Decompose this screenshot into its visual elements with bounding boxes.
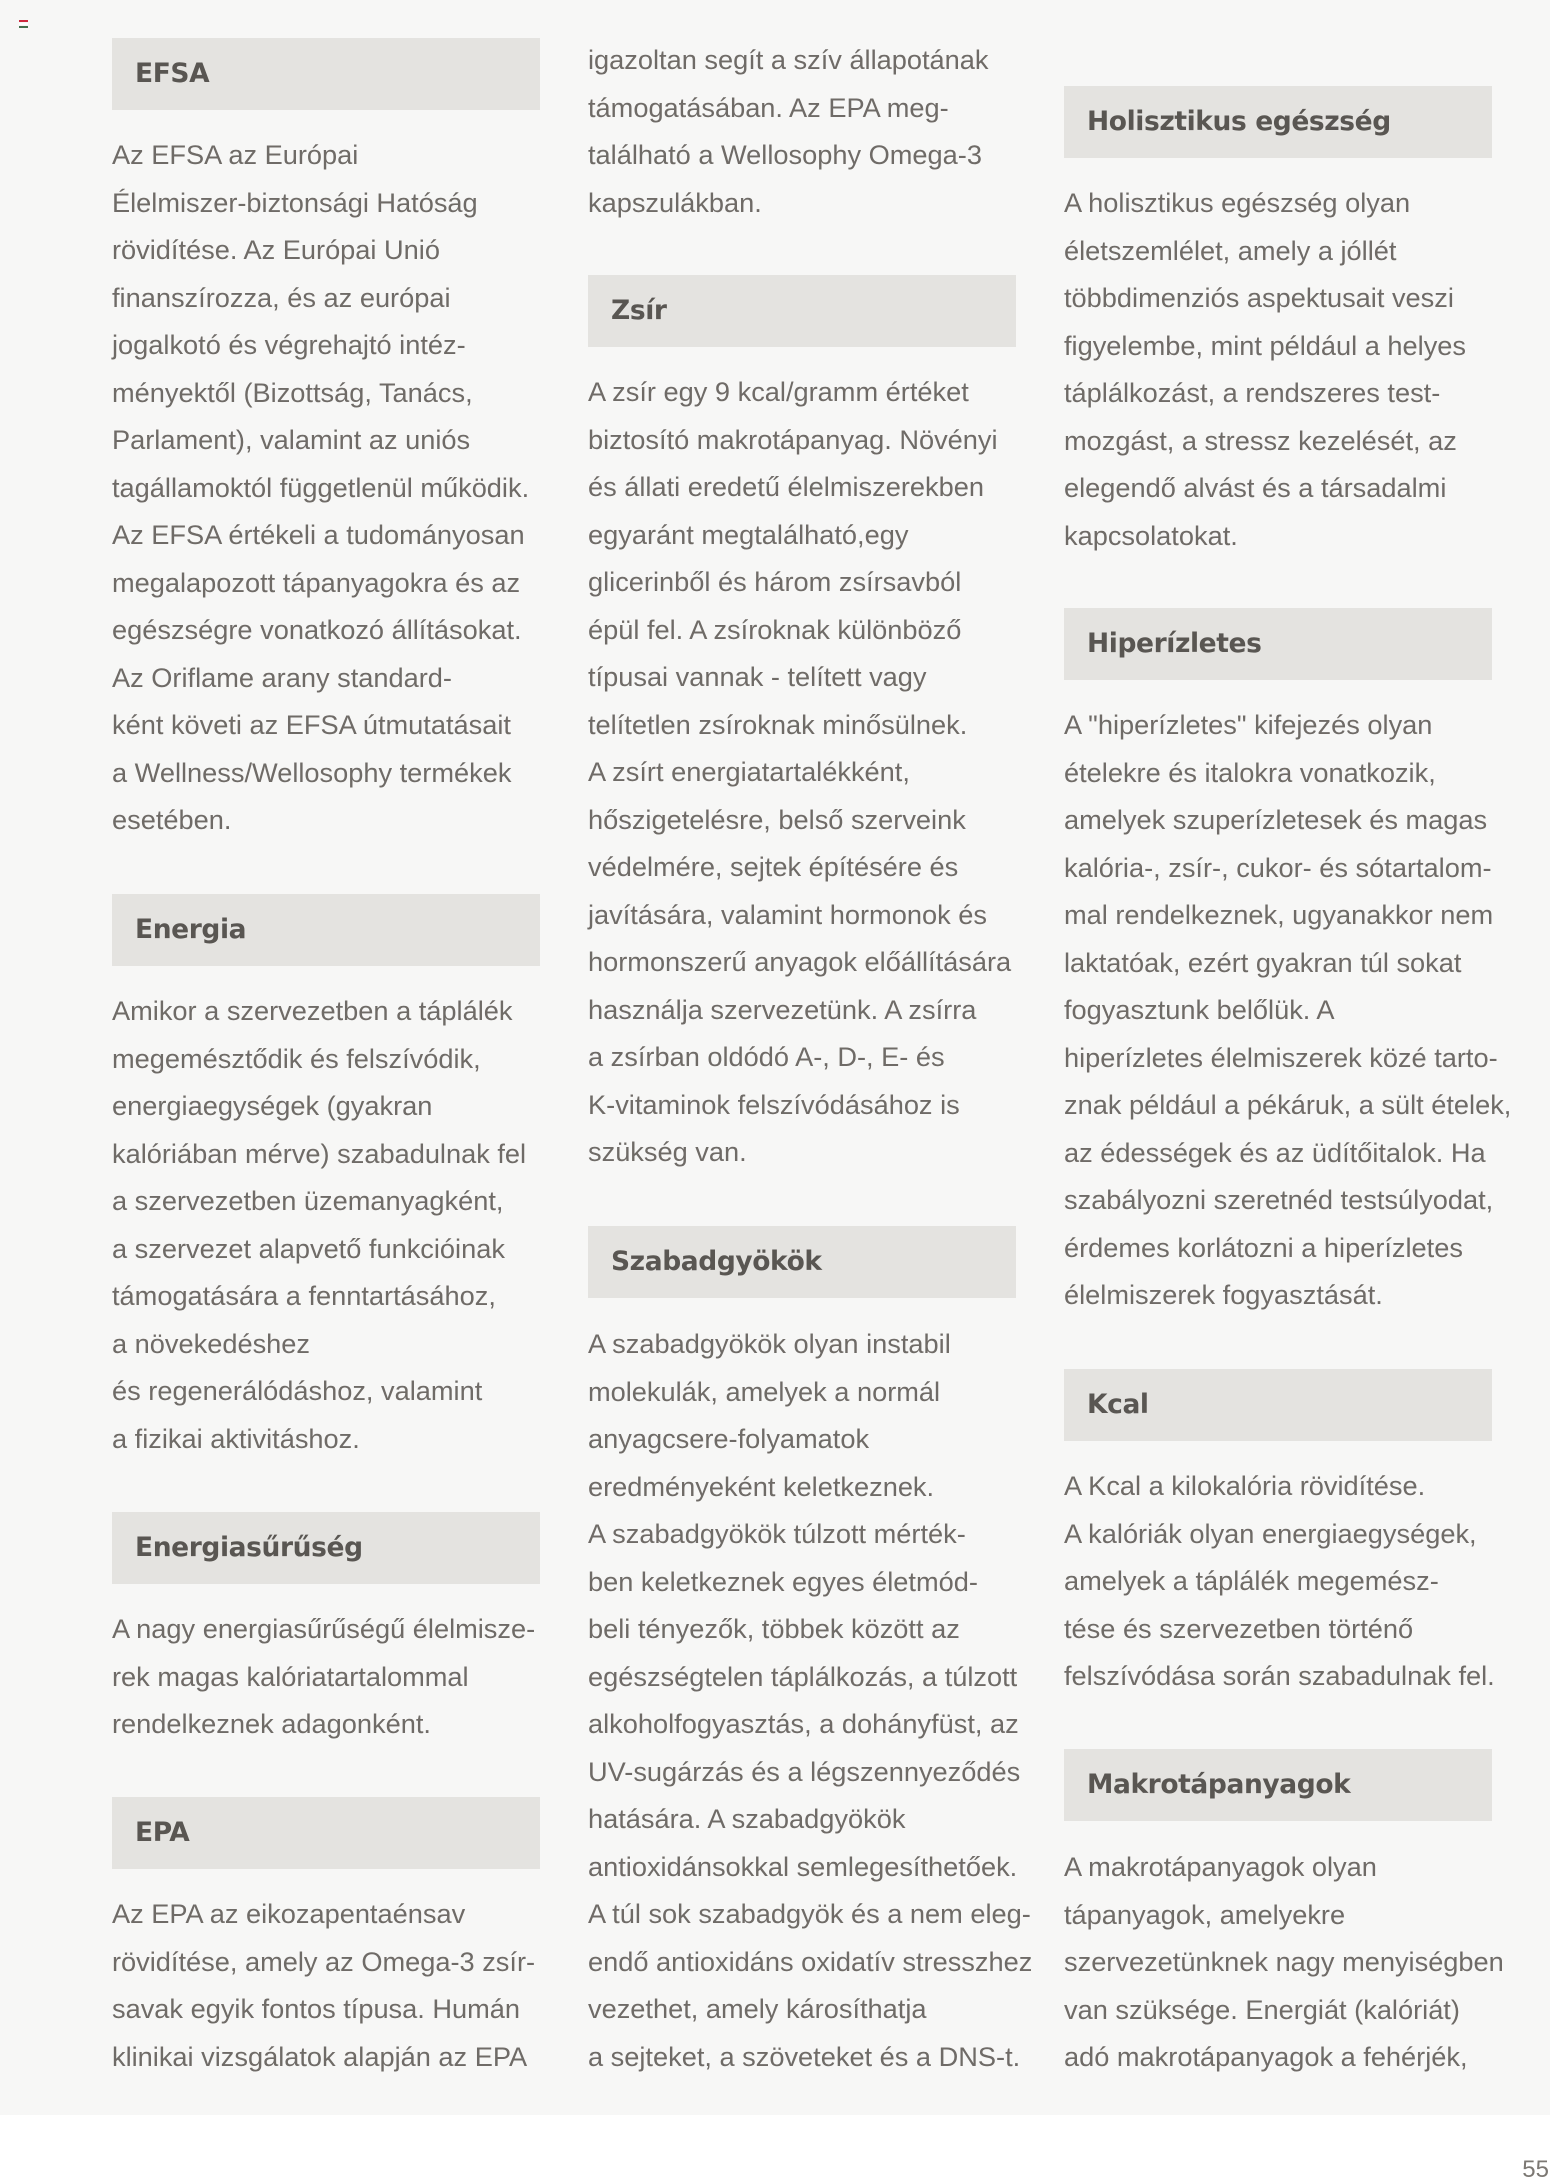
definition-line: típusai vannak - telített vagy — [588, 661, 927, 692]
definition-line: A kalóriák olyan energiaegységek, — [1064, 1517, 1477, 1549]
definition-line: finanszírozza, és az európai — [112, 281, 451, 313]
definition-line: molekulák, amelyek a normál — [588, 1375, 941, 1407]
term-definition-hiperizletes — [1064, 701, 1514, 1319]
term-heading-makrotapanyagok: Makrotápanyagok — [1064, 1749, 1492, 1821]
definition-line: javítására, valamint hormonok és — [588, 898, 987, 930]
definition-line: található a Wellosophy Omega-3 — [588, 139, 982, 170]
definition-line: A túl sok szabadgyök és a nem eleg- — [588, 1898, 1031, 1929]
definition-line: Parlament), valamint az uniós — [112, 424, 471, 455]
definition-line: van szüksége. Energiát (kalóriát) — [1064, 1993, 1460, 2025]
definition-line: rövidítése. Az Európai Unió — [112, 234, 440, 265]
definition-line: glicerinből és három zsírsavból — [588, 566, 962, 597]
definition-line: érdemes korlátozni a hiperízletes — [1064, 1231, 1463, 1263]
definition-line: amelyek a táplálék megemész- — [1064, 1565, 1439, 1596]
definition-line: A zsírt energiatartalékként, — [588, 756, 910, 787]
definition-line: életszemlélet, amely a jóllét — [1064, 234, 1397, 266]
definition-line: eredményeként keletkeznek. — [588, 1470, 935, 1502]
term-heading-energia: Energia — [112, 894, 540, 966]
page-number: 55 — [1522, 2156, 1549, 2183]
definition-line: a növekedéshez — [112, 1327, 311, 1359]
definition-line: alkoholfogyasztás, a dohányfüst, az — [588, 1708, 1019, 1739]
definition-line: Az Oriflame arany standard- — [112, 661, 452, 693]
hungarian-flag-icon — [19, 20, 28, 27]
definition-line: egyaránt megtalálható,egy — [588, 518, 909, 550]
definition-line: az édességek és az üdítőitalok. Ha — [1064, 1136, 1486, 1168]
definition-line: ételekre és italokra vonatkozik, — [1064, 756, 1436, 788]
definition-line: anyagcsere-folyamatok — [588, 1423, 870, 1454]
definition-line: telítetlen zsíroknak minősülnek. — [588, 708, 968, 740]
definition-line: védelmére, sejtek építésére és — [588, 851, 959, 882]
definition-line: megalapozott tápanyagokra és az — [112, 566, 521, 598]
definition-line: épül fel. A zsíroknak különböző — [588, 613, 962, 645]
definition-line: savak egyik fontos típusa. Humán — [112, 1993, 521, 2024]
term-heading-efsa: EFSA — [112, 38, 540, 110]
definition-line: ként követi az EFSA útmutatásait — [112, 709, 511, 740]
definition-line: támogatásában. Az EPA meg- — [588, 91, 949, 123]
definition-line: többdimenziós aspektusait veszi — [1064, 282, 1454, 313]
definition-line: Élelmiszer-biztonsági Hatóság — [112, 186, 478, 218]
term-definition-szabadgyokok — [588, 1320, 1038, 2080]
definition-line: amelyek szuperízletesek és magas — [1064, 804, 1488, 835]
definition-line: a szervezet alapvető funkcióinak — [112, 1232, 505, 1264]
term-heading-kcal: Kcal — [1064, 1369, 1492, 1441]
definition-line: Amikor a szervezetben a táplálék — [112, 995, 513, 1026]
definition-line: rek magas kalóriatartalommal — [112, 1660, 469, 1692]
definition-line: mal rendelkeznek, ugyanakkor nem — [1064, 899, 1494, 930]
definition-line: znak például a pékáruk, a sült ételek, — [1064, 1089, 1512, 1120]
definition-line: mozgást, a stressz kezelését, az — [1064, 424, 1457, 456]
definition-line: hatására. A szabadgyökök — [588, 1803, 906, 1834]
definition-line: kalóriában mérve) szabadulnak fel — [112, 1137, 527, 1169]
definition-line: egészségtelen táplálkozás, a túlzott — [588, 1660, 1018, 1692]
term-definition-epa-continued — [588, 36, 1038, 226]
definition-line: igazoltan segít a szív állapotának — [588, 44, 989, 75]
definition-line: rövidítése, amely az Omega-3 zsír- — [112, 1945, 536, 1977]
term-definition-kcal — [1064, 1462, 1514, 1700]
definition-line: rendelkeznek adagonként. — [112, 1708, 431, 1739]
definition-line: Az EPA az eikozapentaénsav — [112, 1898, 466, 1929]
term-definition-energiasuruseg — [112, 1605, 562, 1748]
definition-line: A makrotápanyagok olyan — [1064, 1851, 1377, 1882]
definition-line: elegendő alvást és a társadalmi — [1064, 472, 1447, 503]
definition-line: Az EFSA az Európai — [112, 139, 359, 170]
term-heading-epa: EPA — [112, 1797, 540, 1869]
definition-line: táplálkozást, a rendszeres test- — [1064, 377, 1441, 408]
definition-line: ményektől (Bizottság, Tanács, — [112, 376, 473, 408]
definition-line: felszívódása során szabadulnak fel. — [1064, 1660, 1495, 1691]
term-definition-zsir — [588, 368, 1038, 1176]
term-definition-energia — [112, 987, 562, 1462]
definition-line: klinikai vizsgálatok alapján az EPA — [112, 2040, 528, 2072]
term-heading-hiperizletes: Hiperízletes — [1064, 608, 1492, 680]
definition-line: és regenerálódáshoz, valamint — [112, 1375, 483, 1406]
definition-line: szükség van. — [588, 1136, 747, 1167]
definition-line: A holisztikus egészség olyan — [1064, 187, 1411, 218]
definition-line: a fizikai aktivitáshoz. — [112, 1422, 360, 1454]
definition-line: A Kcal a kilokalória rövidítése. — [1064, 1470, 1426, 1501]
term-heading-energiasuruseg: Energiasűrűség — [112, 1512, 540, 1584]
definition-line: ben keletkeznek egyes életmód- — [588, 1565, 978, 1597]
term-definition-epa — [112, 1890, 562, 2080]
definition-line: A nagy energiasűrűségű élelmisze- — [112, 1613, 536, 1644]
definition-line: kapszulákban. — [588, 186, 762, 218]
definition-line: hőszigetelésre, belső szerveink — [588, 803, 966, 835]
definition-line: megemésztődik és felszívódik, — [112, 1042, 481, 1074]
definition-line: biztosító makrotápanyag. Növényi — [588, 423, 998, 455]
definition-line: a szervezetben üzemanyagként, — [112, 1185, 504, 1216]
definition-line: energiaegységek (gyakran — [112, 1090, 433, 1121]
term-heading-holisztikus-egeszseg: Holisztikus egészség — [1064, 86, 1492, 158]
definition-line: endő antioxidáns oxidatív stresszhez — [588, 1945, 1033, 1977]
definition-line: a Wellness/Wellosophy termékek — [112, 756, 512, 788]
definition-line: a sejteket, a szöveteket és a DNS-t. — [588, 2040, 1021, 2072]
definition-line: használja szervezetünk. A zsírra — [588, 993, 977, 1025]
definition-line: esetében. — [112, 804, 232, 835]
definition-line: szervezetünknek nagy menyiségben — [1064, 1946, 1504, 1977]
definition-line: jogalkotó és végrehajtó intéz- — [112, 329, 466, 360]
definition-line: a zsírban oldódó A-, D-, E- és — [588, 1041, 945, 1072]
definition-line: UV-sugárzás és a légszennyeződés — [588, 1755, 1021, 1787]
definition-line: A szabadgyökök olyan instabil — [588, 1328, 951, 1359]
definition-line: és állati eredetű élelmiszerekben — [588, 471, 984, 502]
term-heading-zsir: Zsír — [588, 275, 1016, 347]
definition-line: egészségre vonatkozó állításokat. — [112, 614, 522, 645]
term-heading-szabadgyokok: Szabadgyökök — [588, 1226, 1016, 1298]
definition-line: támogatására a fenntartásához, — [112, 1280, 496, 1311]
definition-line: A "hiperízletes" kifejezés olyan — [1064, 709, 1433, 740]
definition-line: beli tényezők, többek között az — [588, 1613, 960, 1644]
definition-line: A zsír egy 9 kcal/gramm értéket — [588, 376, 969, 407]
definition-line: szabályozni szeretnéd testsúlyodat, — [1064, 1184, 1494, 1215]
term-definition-holisztikus-egeszseg — [1064, 179, 1514, 559]
definition-line: kalória-, zsír-, cukor- és sótartalom- — [1064, 851, 1492, 883]
definition-line: vezethet, amely károsíthatja — [588, 1993, 927, 2024]
definition-line: tápanyagok, amelyekre — [1064, 1898, 1346, 1930]
definition-line: figyelembe, mint például a helyes — [1064, 329, 1466, 361]
definition-line: K-vitaminok felszívódásához is — [588, 1088, 960, 1120]
definition-line: tagállamoktól függetlenül működik. — [112, 471, 530, 503]
definition-line: kapcsolatokat. — [1064, 519, 1238, 551]
term-definition-efsa — [112, 131, 562, 844]
definition-line: adó makrotápanyagok a fehérjék, — [1064, 2041, 1468, 2072]
definition-line: laktatóak, ezért gyakran túl sokat — [1064, 946, 1462, 978]
definition-line: tése és szervezetben történő — [1064, 1612, 1414, 1644]
definition-line: élelmiszerek fogyasztását. — [1064, 1279, 1383, 1310]
definition-line: fogyasztunk belőlük. A — [1064, 994, 1335, 1025]
definition-line: Az EFSA értékeli a tudományosan — [112, 519, 525, 550]
definition-line: antioxidánsokkal semlegesíthetőek. — [588, 1850, 1018, 1882]
term-definition-makrotapanyagok — [1064, 1843, 1514, 2081]
definition-line: hormonszerű anyagok előállítására — [588, 946, 1012, 977]
definition-line: A szabadgyökök túlzott mérték- — [588, 1518, 966, 1549]
definition-line: hiperízletes élelmiszerek közé tarto- — [1064, 1041, 1498, 1073]
